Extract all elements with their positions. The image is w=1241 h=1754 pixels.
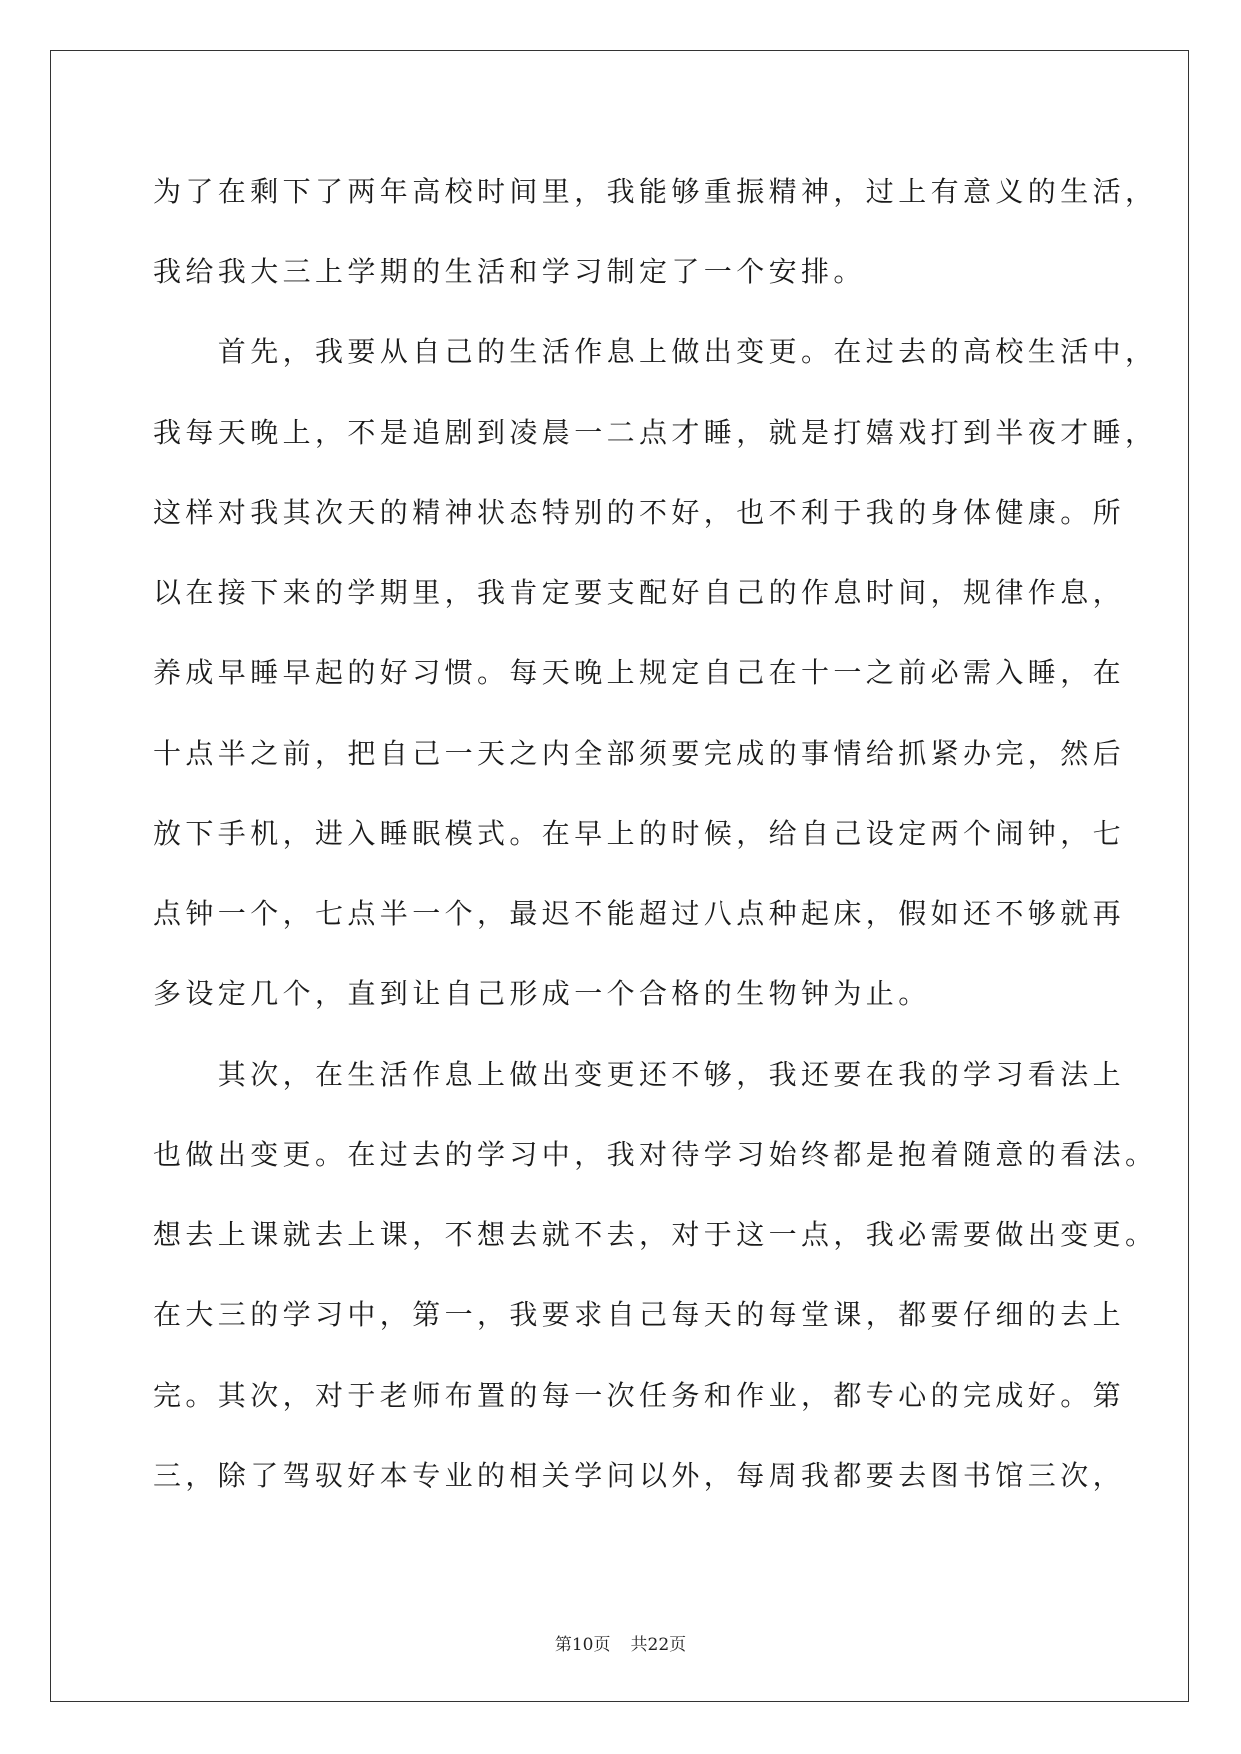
body-text-line: 其次，在生活作息上做出变更还不够，我还要在我的学习看法上: [153, 1058, 1126, 1091]
page-total: 共22页: [630, 1635, 687, 1655]
body-text-line: 我每天晚上，不是追剧到凌晨一二点才睡，就是打嬉戏打到半夜才睡，: [153, 416, 1158, 449]
body-text-line: 想去上课就去上课，不想去就不去，对于这一点，我必需要做出变更。: [153, 1218, 1158, 1251]
body-text-line: 放下手机，进入睡眠模式。在早上的时候，给自己设定两个闹钟，七: [153, 817, 1126, 850]
body-text-line: 也做出变更。在过去的学习中，我对待学习始终都是抱着随意的看法。: [153, 1138, 1158, 1171]
body-text-line: 点钟一个，七点半一个，最迟不能超过八点种起床，假如还不够就再: [153, 897, 1126, 930]
body-text-line: 我给我大三上学期的生活和学习制定了一个安排。: [153, 255, 866, 288]
body-text-line: 多设定几个，直到让自己形成一个合格的生物钟为止。: [153, 977, 931, 1010]
body-text-line: 为了在剩下了两年高校时间里，我能够重振精神，过上有意义的生活，: [153, 175, 1158, 208]
page-footer: [0, 1630, 1241, 1655]
body-text-line: 十点半之前，把自己一天之内全部须要完成的事情给抓紧办完，然后: [153, 737, 1126, 770]
body-text-line: 完。其次，对于老师布置的每一次任务和作业，都专心的完成好。第: [153, 1379, 1126, 1412]
body-text-line: 三，除了驾驭好本专业的相关学问以外，每周我都要去图书馆三次，: [153, 1459, 1126, 1492]
body-text-line: 以在接下来的学期里，我肯定要支配好自己的作息时间，规律作息，: [153, 576, 1126, 609]
page-number: 第10页: [554, 1635, 611, 1655]
body-text-line: 首先，我要从自己的生活作息上做出变更。在过去的高校生活中，: [153, 335, 1158, 368]
body-text-line: 在大三的学习中，第一，我要求自己每天的每堂课，都要仔细的去上: [153, 1298, 1126, 1331]
body-text-line: 这样对我其次天的精神状态特别的不好，也不利于我的身体健康。所: [153, 496, 1126, 529]
body-text-line: 养成早睡早起的好习惯。每天晚上规定自己在十一之前必需入睡，在: [153, 656, 1126, 689]
page-border: [50, 50, 1189, 1702]
